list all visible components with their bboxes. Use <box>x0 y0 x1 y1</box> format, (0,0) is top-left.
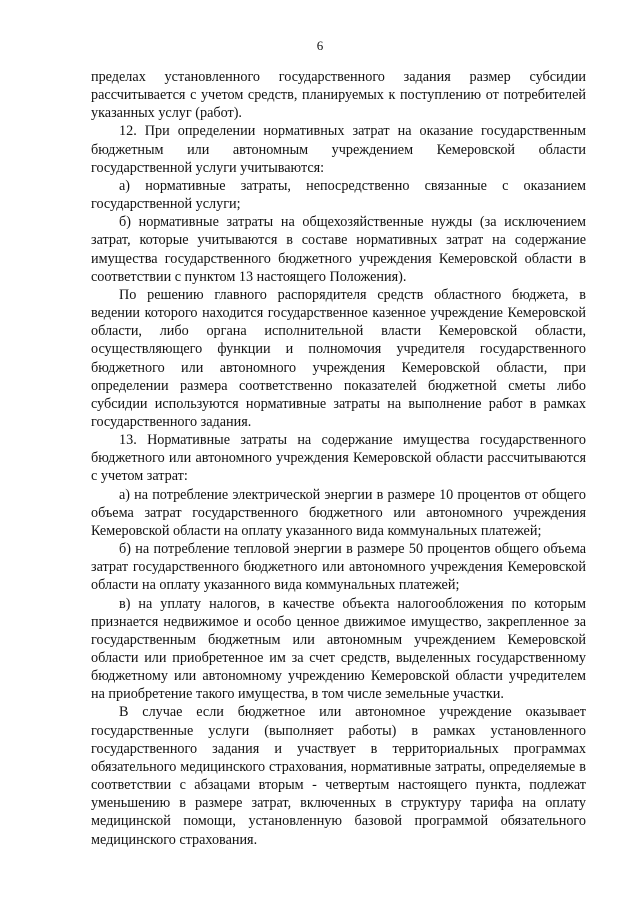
paragraph-continuation: пределах установленного государственного задания размер субсидии рассчитывается с учетом средств, планируемых к поступлению от потребителей указанных услуг (работ). <box>91 69 586 122</box>
paragraph-clause-13-c: в) на уплату налогов, в качестве объекта налогообложения по которым признается недвижимое и особо ценное движимое имущество, закрепленное за государственным бюджетным или автономным учреждением Кемеровской области или приобретенное им за счет средств, выделенных государственному бюджетному или автономному учреждению Кемеровской области учредителем на приобретение такого имущества, в том числе земельные участки. <box>91 595 586 703</box>
paragraph-clause-13-a: а) на потребление электрической энергии в размере 10 процентов от общего объема затрат государственного бюджетного или автономного учреждения Кемеровской области на оплату указанного вида коммунальных платежей; <box>91 486 586 539</box>
paragraph-clause-13: 13. Нормативные затраты на содержание имущества государственного бюджетного или автономного учреждения Кемеровской области рассчитываются с учетом затрат: <box>91 432 586 485</box>
paragraph-clause-12-a: а) нормативные затраты, непосредственно связанные с оказанием государственной услуги; <box>91 177 586 213</box>
paragraph-clause-13-b: б) на потребление тепловой энергии в размере 50 процентов общего объема затрат государственного бюджетного или автономного учреждения Кемеровской области на оплату указанного вида коммунальных платежей; <box>91 541 586 594</box>
paragraph-insurance-case: В случае если бюджетное или автономное учреждение оказывает государственные услуги (выполняет работы) в рамках установленного государственного задания и участвует в территориальных программах обязательного медицинского страхования, нормативные затраты, определяемые в соответствии с абзацами вторым - четвертым настоящего пункта, подлежат уменьшению в размере затрат, включенных в структуру тарифа на оплату медицинской помощи, установленную базовой программой обязательного медицинского страхования. <box>91 704 586 848</box>
paragraph-clause-12-b: б) нормативные затраты на общехозяйственные нужды (за исключением затрат, которые учитываются в составе нормативных затрат на содержание имущества государственного бюджетного учреждения Кемеровской области в соответствии с пунктом 13 настоящего Положения). <box>91 214 586 285</box>
paragraph-budget-decision: По решению главного распорядителя средств областного бюджета, в ведении которого находится государственное казенное учреждение Кемеровской области, либо органа исполнительной власти Кемеровской области, осуществляющего функции и полномочия учредителя государственного бюджетного или автономного учреждения Кемеровской области, при определении размера соответственно показателей бюджетной сметы либо субсидии используются нормативные затраты на выполнение работ в рамках государственного задания. <box>91 286 586 430</box>
document-body <box>91 68 586 849</box>
page-number: 6 <box>316 38 324 53</box>
paragraph-clause-12: 12. При определении нормативных затрат на оказание государственным бюджетным или автономным учреждением Кемеровской области государственной услуги учитываются: <box>91 123 586 176</box>
